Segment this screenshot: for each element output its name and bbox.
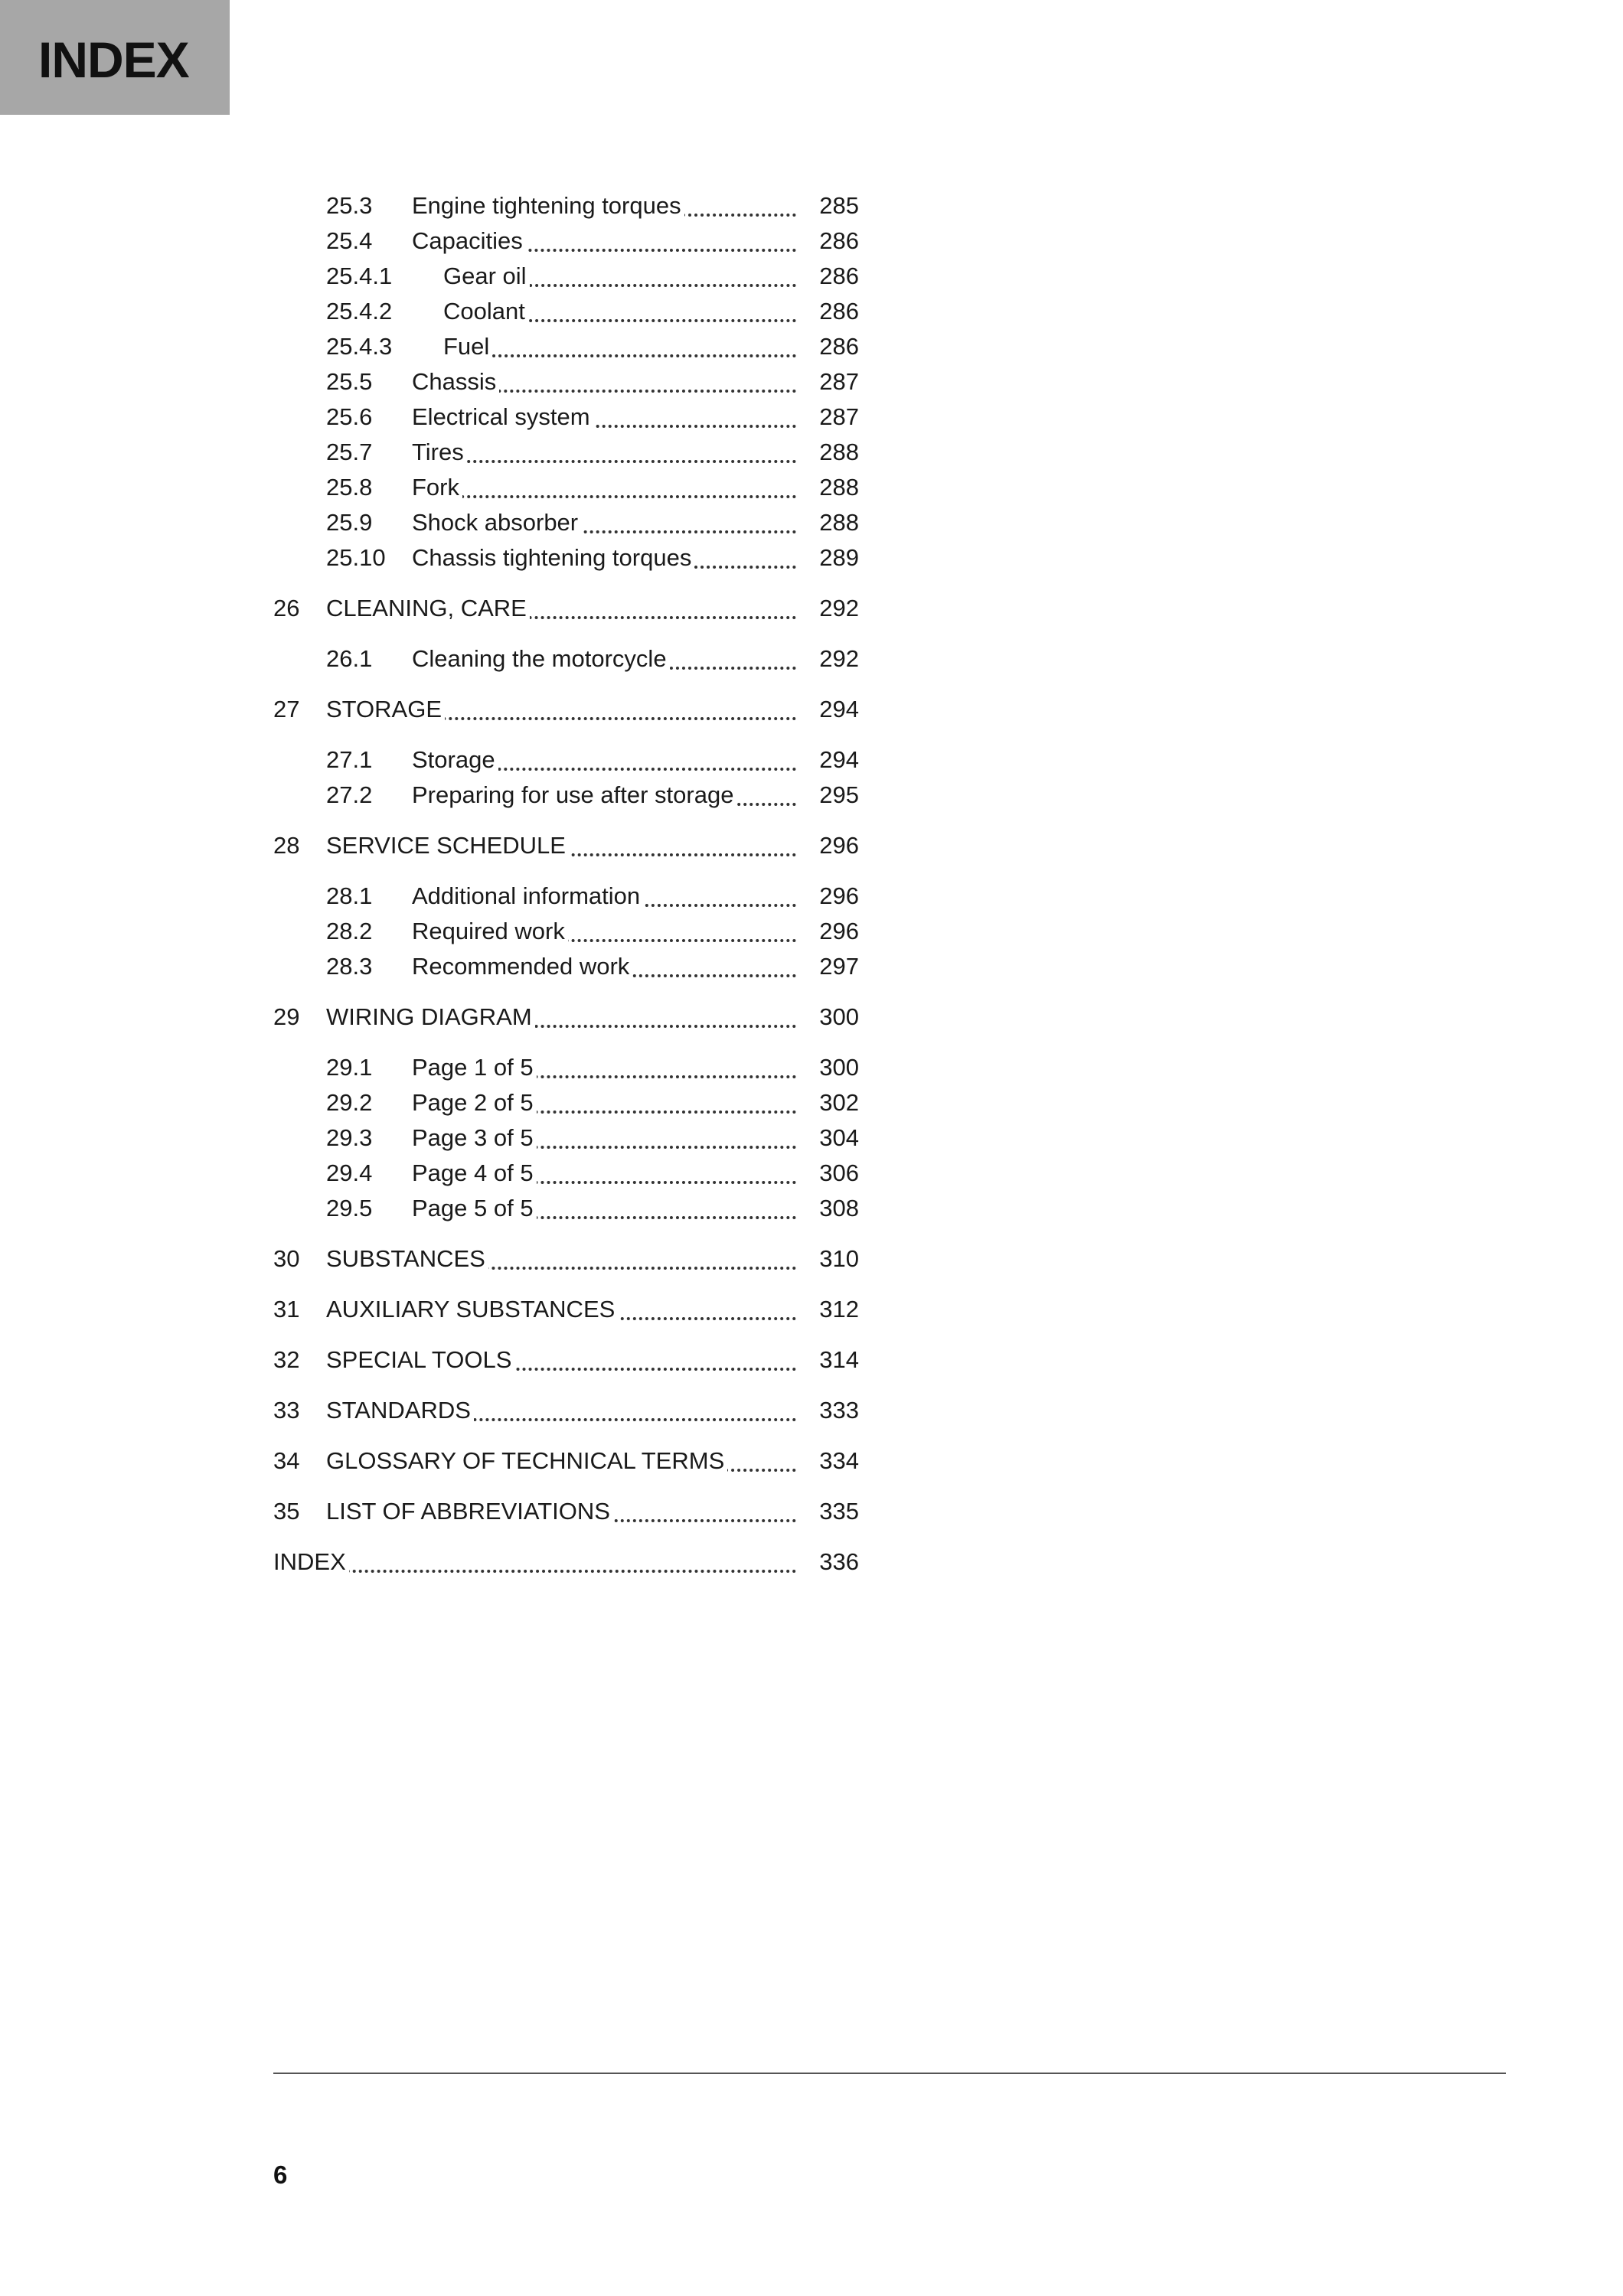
toc-entry-title: Coolant [443,298,528,325]
toc-entry-title: LIST OF ABBREVIATIONS [326,1498,613,1525]
toc-entry-title-with-leader [412,1085,796,1120]
toc-entry-title: Page 1 of 5 [412,1054,537,1081]
toc-entry-number: 34 [273,1447,300,1474]
toc-entry-number: 31 [273,1296,300,1322]
toc-entry-title: STORAGE [326,696,445,722]
toc-entry-title: SPECIAL TOOLS [326,1346,514,1373]
toc-entry-title-with-leader [326,591,796,626]
toc-entry-number: 28 [273,832,300,859]
toc-entry-page: 302 [819,1089,859,1116]
toc-entry-title-with-leader [326,1241,796,1277]
toc-section-entry[interactable] [0,400,1623,435]
toc-entry-title: Page 2 of 5 [412,1089,537,1116]
toc-entry-title-with-leader [412,778,796,813]
toc-section-entry[interactable] [0,742,1623,778]
toc-entry-title-with-leader [326,1000,796,1035]
toc-entry-number: 28.2 [326,918,373,944]
toc-entry-title: Shock absorber [412,509,581,536]
toc-section-entry[interactable] [0,641,1623,677]
toc-entry-number: 27 [273,696,300,722]
toc-section-entry[interactable] [0,1050,1623,1085]
toc-entry-page: 296 [819,918,859,944]
toc-entry-title-with-leader [412,505,796,540]
toc-entry-title: Capacities [412,227,526,254]
toc-entry-title-with-leader [326,1342,796,1378]
toc-entry-page: 297 [819,953,859,980]
toc-entry-title-with-leader [326,1393,796,1428]
toc-entry-page: 288 [819,509,859,536]
toc-entry-title: Cleaning the motorcycle [412,645,670,672]
toc-entry-number: 30 [273,1245,300,1272]
toc-section-entry[interactable] [0,505,1623,540]
toc-entry-title: Engine tightening torques [412,192,684,219]
toc-entry-title: Storage [412,746,498,773]
toc-entry-number: 25.5 [326,368,373,395]
toc-entry-number: 29.1 [326,1054,373,1081]
toc-entry-page: 306 [819,1159,859,1186]
toc-entry-number: 29.3 [326,1124,373,1151]
toc-section-entry[interactable] [0,188,1623,223]
toc-chapter-entry[interactable] [0,1494,1623,1529]
toc-entry-page: 286 [819,333,859,360]
toc-entry-title: Fuel [443,333,492,360]
toc-entry-title-with-leader [443,259,796,294]
toc-entry-number: 33 [273,1397,300,1424]
toc-entry-title: Electrical system [412,403,593,430]
toc-entry-title: Chassis tightening torques [412,544,694,571]
toc-entry-number: 25.3 [326,192,373,219]
toc-entry-page: 286 [819,298,859,325]
toc-section-entry[interactable] [0,223,1623,259]
toc-section-entry[interactable] [0,914,1623,949]
toc-section-entry[interactable] [0,259,1623,294]
toc-entry-page: 304 [819,1124,859,1151]
toc-entry-number: 35 [273,1498,300,1525]
toc-entry-page: 287 [819,403,859,430]
toc-entry-page: 294 [819,696,859,722]
toc-entry-number: 29 [273,1003,300,1030]
toc-entry-number: 25.6 [326,403,373,430]
toc-entry-page: 289 [819,544,859,571]
toc-entry-title-with-leader [273,1544,796,1580]
toc-entry-page: 334 [819,1447,859,1474]
toc-entry-page: 295 [819,781,859,808]
toc-entry-title-with-leader [412,470,796,505]
toc-section-entry[interactable] [0,879,1623,914]
toc-entry-number: 25.9 [326,509,373,536]
toc-entry-title-with-leader [326,1443,796,1479]
toc-chapter-entry[interactable] [0,1393,1623,1428]
toc-section-entry[interactable] [0,1156,1623,1191]
footer-divider [273,2073,1506,2074]
toc-entry-title: Required work [412,918,568,944]
toc-entry-page: 300 [819,1003,859,1030]
toc-entry-page: 286 [819,227,859,254]
toc-entry-page: 286 [819,263,859,289]
toc-entry-number: 29.5 [326,1195,373,1221]
toc-section-entry[interactable] [0,1120,1623,1156]
section-tab-label: INDEX [38,31,189,88]
toc-entry-title-with-leader [412,1191,796,1226]
dot-leader [273,1570,796,1573]
toc-entry-title: Tires [412,439,467,465]
toc-entry-title: SUBSTANCES [326,1245,488,1272]
toc-entry-title-with-leader [412,435,796,470]
toc-entry-number: 25.4.1 [326,263,393,289]
toc-section-entry[interactable] [0,540,1623,576]
toc-section-entry[interactable] [0,329,1623,364]
toc-chapter-entry[interactable] [0,828,1623,863]
toc-entry-number: 25.4.2 [326,298,393,325]
toc-entry-number: 32 [273,1346,300,1373]
toc-entry-number: 25.4.3 [326,333,393,360]
toc-entry-title-with-leader [412,364,796,400]
toc-chapter-entry[interactable] [0,1292,1623,1327]
toc-entry-title-with-leader [412,914,796,949]
toc-entry-page: 294 [819,746,859,773]
toc-entry-title-with-leader [412,223,796,259]
toc-entry-page: 312 [819,1296,859,1322]
toc-entry-number: 27.2 [326,781,373,808]
toc-entry-title-with-leader [412,742,796,778]
toc-entry-page: 296 [819,882,859,909]
toc-section-entry[interactable] [0,778,1623,813]
toc-entry-page: 285 [819,192,859,219]
toc-section-entry[interactable] [0,1191,1623,1226]
toc-entry-title: AUXILIARY SUBSTANCES [326,1296,618,1322]
toc-entry-number: 28.1 [326,882,373,909]
toc-section-entry[interactable] [0,1085,1623,1120]
toc-chapter-entry[interactable] [0,1000,1623,1035]
toc-entry-title: Preparing for use after storage [412,781,736,808]
toc-entry-page: 287 [819,368,859,395]
toc-entry-title-with-leader [326,828,796,863]
toc-entry-number: 26 [273,595,300,621]
toc-chapter-entry[interactable] [0,591,1623,626]
toc-entry-title: INDEX [273,1548,349,1575]
toc-section-entry[interactable] [0,949,1623,984]
toc-entry-title: STANDARDS [326,1397,474,1424]
toc-entry-number: 25.4 [326,227,373,254]
toc-chapter-entry[interactable] [0,1443,1623,1479]
toc-entry-title-with-leader [412,641,796,677]
toc-entry-title-with-leader [412,540,796,576]
toc-entry-number: 28.3 [326,953,373,980]
toc-entry-title: Page 4 of 5 [412,1159,537,1186]
toc-entry-title-with-leader [412,949,796,984]
toc-entry-title: Recommended work [412,953,632,980]
toc-entry-title: Fork [412,474,462,501]
page-number: 6 [273,2161,288,2189]
toc-entry-page: 292 [819,595,859,621]
toc-entry-title-with-leader [443,294,796,329]
toc-entry-title-with-leader [326,1292,796,1327]
toc-chapter-entry[interactable] [0,1342,1623,1378]
toc-section-entry[interactable] [0,294,1623,329]
toc-entry-page: 300 [819,1054,859,1081]
toc-entry-title-with-leader [412,1050,796,1085]
toc-entry-page: 308 [819,1195,859,1221]
toc-entry-title-with-leader [412,1120,796,1156]
toc-index-entry[interactable] [0,1544,1623,1580]
toc-entry-title-with-leader [412,1156,796,1191]
toc-entry-title: Page 3 of 5 [412,1124,537,1151]
toc-entry-number: 25.10 [326,544,386,571]
toc-entry-number: 26.1 [326,645,373,672]
toc-entry-title: SERVICE SCHEDULE [326,832,569,859]
toc-entry-title: GLOSSARY OF TECHNICAL TERMS [326,1447,727,1474]
toc-entry-title-with-leader [326,692,796,727]
dot-leader [412,495,796,498]
toc-entry-number: 25.8 [326,474,373,501]
toc-entry-page: 310 [819,1245,859,1272]
toc-entry-title: Gear oil [443,263,530,289]
toc-entry-page: 296 [819,832,859,859]
toc-entry-title: WIRING DIAGRAM [326,1003,535,1030]
toc-section-entry[interactable] [0,470,1623,505]
toc-chapter-entry[interactable] [0,692,1623,727]
toc-entry-page: 292 [819,645,859,672]
toc-section-entry[interactable] [0,435,1623,470]
dot-leader [443,354,796,357]
toc-entry-title: Chassis [412,368,499,395]
toc-entry-title: Page 5 of 5 [412,1195,537,1221]
toc-entry-number: 29.4 [326,1159,373,1186]
toc-entry-page: 335 [819,1498,859,1525]
toc-entry-title-with-leader [412,400,796,435]
dot-leader [412,460,796,463]
toc-entry-page: 288 [819,474,859,501]
toc-entry-number: 29.2 [326,1089,373,1116]
toc-entry-page: 314 [819,1346,859,1373]
toc-entry-title-with-leader [443,329,796,364]
toc-entry-title-with-leader [326,1494,796,1529]
toc-entry-title: Additional information [412,882,643,909]
toc-entry-number: 27.1 [326,746,373,773]
toc-entry-title: CLEANING, CARE [326,595,530,621]
toc-section-entry[interactable] [0,364,1623,400]
toc-entry-title-with-leader [412,188,796,223]
toc-entry-page: 288 [819,439,859,465]
toc-entry-number: 25.7 [326,439,373,465]
toc-entry-page: 336 [819,1548,859,1575]
toc-entry-page: 333 [819,1397,859,1424]
toc-entry-title-with-leader [412,879,796,914]
toc-chapter-entry[interactable] [0,1241,1623,1277]
